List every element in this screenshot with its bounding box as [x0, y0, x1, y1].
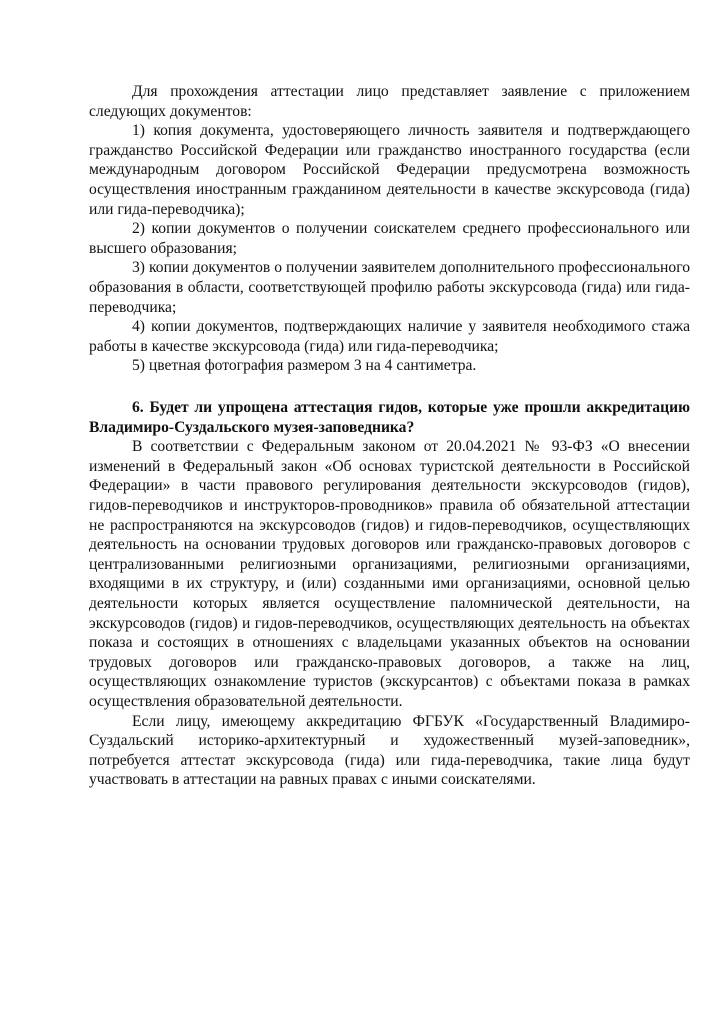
section-6-paragraph: В соответствии с Федеральным законом от 20.04.2021 № 93-ФЗ «О внесении изменений в Федеральный закон «Об основах туристской деятельности в Российской Федерации» в части правового регулирования деятельности экскурсоводов (гидов), гидов-переводчиков и инструкторов-проводников» правила об обязательной аттестации не распространяются на экскурсоводов (гидов) и гидов-переводчиков, осуществляющих деятельность на основании трудовых договоров или гражданско-правовых договоров с централизованными религиозными организациями, религиозными организациями, входящими в их структуру, и (или) созданными ими организациями, основной целью деятельности которых является осуществление паломнической деятельности, на экскурсоводов (гидов) и гидов-переводчиков, осуществляющих деятельность на объектах показа и состоящих в отношениях с владельцами указанных объектов на основании трудовых договоров или гражданско-правовых договоров, а также на лиц, осуществляющих ознакомление туристов (экскурсантов) с объектами показа в рамках осуществления образовательной деятельности.: [89, 438, 690, 710]
section-6-paragraph: Если лицу, имеющему аккредитацию ФГБУК «Государственный Владимиро-Суздальский историко-архитектурный и художественный музей-заповедник», потребуется аттестат экскурсовода (гида) или гида-переводчика, такие лица будут участвовать в аттестации на равных правах с иными соискателями.: [89, 712, 690, 789]
document-list-item: 4) копии документов, подтверждающих наличие у заявителя необходимого стажа работы в качестве экскурсовода (гида) или гида-переводчика;: [89, 318, 690, 355]
document-list-item: 5) цветная фотография размером 3 на 4 сантиметра.: [132, 357, 477, 375]
attestation-documents-section: [89, 82, 690, 376]
intro-lead-paragraph: Для прохождения аттестации лицо представляет заявление с приложением следующих документов:: [89, 83, 690, 120]
section-6: [89, 398, 690, 790]
section-6-heading: 6. Будет ли упрощена аттестация гидов, которые уже прошли аккредитацию Владимиро-Суздальского музея-заповедника?: [89, 399, 690, 436]
document-list-item: 3) копии документов о получении заявителем дополнительного профессионального образования в области, соответствующей профилю работы экскурсовода (гида) или гида-переводчика;: [89, 259, 690, 316]
document-list-item: 2) копии документов о получении соискателем среднего профессионального или высшего образования;: [89, 220, 690, 257]
document-list-item: 1) копия документа, удостоверяющего личность заявителя и подтверждающего гражданство Российской Федерации или гражданство иностранного государства (если международным договором Российской Федерации предусмотрена возможность осуществления иностранным гражданином деятельности в качестве экскурсовода (гида) или гида-переводчика);: [89, 122, 690, 218]
